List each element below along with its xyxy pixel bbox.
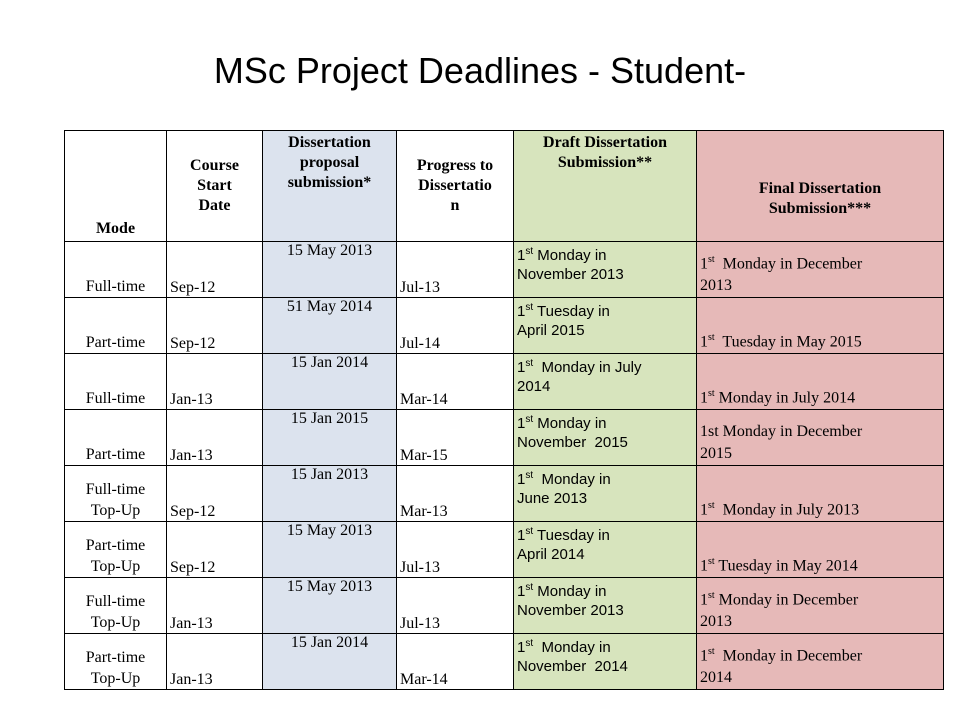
cell-progress [397,354,514,410]
cell-course-start-date [167,578,263,634]
table-row [65,242,944,298]
final-text: Monday in December [714,255,863,272]
proposal-date: 15 May 2013 [286,578,373,595]
proposal-date: 51 May 2014 [286,298,373,315]
progress-date: Mar-14 [400,671,448,688]
cell-progress [397,522,514,578]
mode-line: Part-time [85,334,146,351]
final-line [700,495,940,521]
draft-text: Monday in July [533,359,642,376]
final-line: 2013 [700,613,732,630]
draft-line [517,466,693,489]
cell-course-start-date [167,410,263,466]
cell-draft-submission [514,354,697,410]
header-line: Progress to [416,157,494,174]
draft-line: June 2013 [517,490,588,507]
draft-text: Monday in [533,639,611,656]
final-ordinal: 1 [700,333,708,350]
cell-mode [65,466,167,522]
draft-text: Tuesday in [533,303,610,320]
draft-text: Monday in [533,471,611,488]
header-line: submission* [287,174,372,191]
cell-course-start-date [167,522,263,578]
cell-course-start-date [167,298,263,354]
progress-date: Jul-13 [400,559,440,576]
draft-line [517,354,693,377]
final-ordinal-suffix: st [708,645,715,657]
progress-date: Mar-15 [400,447,448,464]
final-line [700,421,940,443]
cell-proposal-submission [263,522,397,578]
table-row [65,522,944,578]
final-ordinal: 1 [700,255,708,272]
draft-line [517,578,693,601]
cell-draft-submission [514,410,697,466]
cell-course-start-date [167,466,263,522]
table-row [65,354,944,410]
final-text: Monday in July 2014 [714,389,856,406]
draft-line: 2014 [517,378,551,395]
cell-mode [65,410,167,466]
table-row [65,634,944,690]
draft-ordinal-suffix: st [525,246,534,257]
course-start-date: Jan-13 [170,615,213,632]
draft-line [517,522,693,545]
mode-line: Top-Up [90,614,141,631]
course-start-date: Jan-13 [170,391,213,408]
final-ordinal-suffix: st [708,253,715,265]
draft-ordinal: 1 [517,527,526,544]
header-line: Submission*** [768,200,872,217]
progress-date: Jul-14 [400,335,440,352]
draft-line: November 2015 [517,434,628,451]
table-row [65,410,944,466]
header-line: proposal [299,154,360,171]
draft-ordinal: 1 [517,583,526,600]
header-line: n [450,197,460,214]
cell-draft-submission [514,522,697,578]
cell-progress [397,578,514,634]
header-progress [397,131,514,242]
final-ordinal-suffix: st [708,499,715,511]
header-line: Final Dissertation [758,180,882,197]
final-ordinal: 1 [700,389,708,406]
mode-line: Part-time [85,649,146,666]
final-ordinal: 1 [700,501,708,518]
cell-proposal-submission [263,242,397,298]
final-ordinal-suffix: st [708,331,715,343]
final-text: Monday in December [714,591,859,608]
cell-course-start-date [167,354,263,410]
draft-ordinal-suffix: st [525,302,534,313]
course-start-date: Sep-12 [170,279,216,296]
draft-line [517,634,693,657]
draft-line: November 2013 [517,266,624,283]
draft-ordinal-suffix: st [525,470,534,481]
cell-proposal-submission [263,466,397,522]
header-line: Start [197,177,232,194]
header-final-submission [697,131,944,242]
final-ordinal: 1 [700,591,708,608]
final-line [700,327,940,353]
final-ordinal: 1 [700,557,708,574]
progress-date: Mar-14 [400,391,448,408]
mode-line: Top-Up [90,558,141,575]
cell-mode [65,578,167,634]
mode-line: Full-time [85,593,146,610]
final-text: Monday in July 2013 [714,501,860,518]
cell-final-submission [697,242,944,298]
final-text: 1st Monday in December [700,423,863,440]
draft-text: Monday in [533,247,607,264]
draft-line [517,242,693,265]
final-line [700,383,940,409]
progress-date: Jul-13 [400,279,440,296]
proposal-date: 15 May 2013 [286,522,373,539]
cell-course-start-date [167,242,263,298]
table-body [65,242,944,690]
draft-text: Monday in [533,583,607,600]
draft-line: April 2014 [517,546,585,563]
draft-ordinal: 1 [517,415,526,432]
cell-final-submission [697,410,944,466]
final-line: 2013 [700,277,732,294]
header-draft-submission [514,131,697,242]
cell-draft-submission [514,466,697,522]
cell-final-submission [697,466,944,522]
draft-ordinal-suffix: st [525,638,534,649]
course-start-date: Jan-13 [170,671,213,688]
cell-mode [65,242,167,298]
course-start-date: Sep-12 [170,335,216,352]
header-mode: Mode [65,131,167,242]
progress-date: Mar-13 [400,503,448,520]
header-line: Draft Dissertation [543,134,667,151]
mode-line: Full-time [85,278,146,295]
draft-line: November 2014 [517,658,628,675]
course-start-date: Sep-12 [170,503,216,520]
final-line [700,249,940,275]
draft-ordinal-suffix: st [525,582,534,593]
draft-ordinal-suffix: st [525,358,534,369]
table-row [65,298,944,354]
cell-final-submission [697,522,944,578]
final-line [700,551,940,577]
cell-progress [397,466,514,522]
cell-progress [397,634,514,690]
cell-final-submission [697,578,944,634]
cell-proposal-submission [263,354,397,410]
proposal-date: 15 Jan 2014 [290,354,369,371]
final-ordinal-suffix: st [708,387,715,399]
cell-progress [397,242,514,298]
final-line [700,641,940,667]
draft-ordinal-suffix: st [525,526,534,537]
cell-final-submission [697,298,944,354]
cell-progress [397,410,514,466]
progress-date: Jul-13 [400,615,440,632]
final-ordinal: 1 [700,647,708,664]
mode-line: Part-time [85,537,146,554]
cell-mode [65,522,167,578]
draft-line: April 2015 [517,322,585,339]
header-course-start-date [167,131,263,242]
mode-line: Full-time [85,390,146,407]
final-line [700,585,940,611]
final-text: Tuesday in May 2015 [714,333,862,350]
cell-draft-submission [514,578,697,634]
cell-progress [397,298,514,354]
header-line: Submission** [557,154,653,171]
mode-line: Part-time [85,446,146,463]
final-line: 2014 [700,669,732,686]
proposal-date: 15 Jan 2014 [290,634,369,651]
draft-text: Tuesday in [533,527,610,544]
header-line: Course [190,157,239,174]
course-start-date: Sep-12 [170,559,216,576]
draft-ordinal: 1 [517,303,526,320]
course-start-date: Jan-13 [170,447,213,464]
draft-ordinal: 1 [517,247,526,264]
proposal-date: 15 Jan 2013 [290,466,369,483]
table-row [65,578,944,634]
draft-line: November 2013 [517,602,624,619]
proposal-date: 15 May 2013 [286,242,373,259]
final-text: Monday in December [714,647,863,664]
cell-final-submission [697,354,944,410]
cell-final-submission [697,634,944,690]
final-ordinal-suffix: st [708,555,715,567]
mode-line: Top-Up [90,670,141,687]
mode-line: Full-time [85,481,146,498]
draft-ordinal: 1 [517,359,526,376]
header-row [65,131,944,242]
header-proposal-submission [263,131,397,242]
cell-draft-submission [514,298,697,354]
cell-proposal-submission [263,298,397,354]
cell-draft-submission [514,634,697,690]
mode-line: Top-Up [90,502,141,519]
proposal-date: 15 Jan 2015 [290,410,369,427]
draft-line [517,298,693,321]
cell-proposal-submission [263,634,397,690]
table-row [65,466,944,522]
cell-course-start-date [167,634,263,690]
deadlines-table [64,130,944,690]
header-line: Dissertatio [418,177,492,194]
cell-proposal-submission [263,410,397,466]
cell-proposal-submission [263,578,397,634]
header-line: Dissertation [288,134,371,151]
cell-mode [65,298,167,354]
final-ordinal-suffix: st [708,589,715,601]
draft-ordinal: 1 [517,639,526,656]
header-line: Date [198,197,231,214]
cell-draft-submission [514,242,697,298]
cell-mode [65,354,167,410]
cell-mode [65,634,167,690]
final-line: 2015 [700,445,732,462]
draft-ordinal: 1 [517,471,526,488]
page-title: MSc Project Deadlines - Student- [213,50,747,91]
draft-ordinal-suffix: st [525,414,534,425]
draft-line [517,410,693,433]
draft-text: Monday in [533,415,607,432]
final-text: Tuesday in May 2014 [714,557,858,574]
